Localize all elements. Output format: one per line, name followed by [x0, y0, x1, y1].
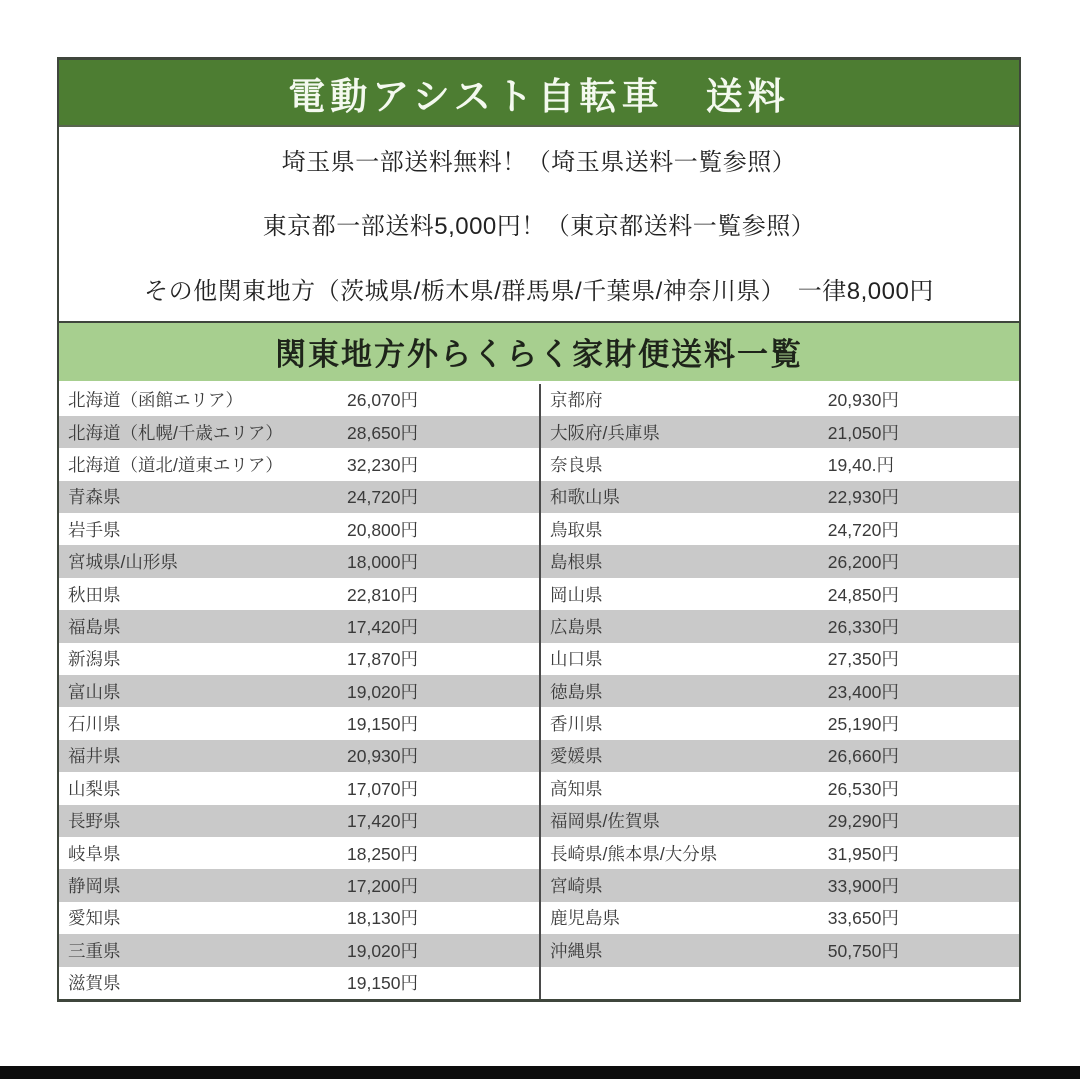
price-cell: 26,200円 [827, 552, 899, 573]
price-cell: 28,650円 [347, 422, 419, 443]
page-title: 電動アシスト自転車 送料 [288, 75, 790, 117]
region-cell: 長崎県/熊本県/大分県 [550, 843, 718, 864]
region-cell: 秋田県 [68, 584, 121, 605]
region-cell: 富山県 [68, 681, 121, 702]
region-cell: 大阪府/兵庫県 [550, 422, 660, 443]
price-cell: 18,000円 [347, 552, 419, 573]
region-cell: 京都府 [550, 390, 603, 411]
table-row [541, 416, 1019, 448]
region-cell: 岐阜県 [68, 843, 121, 864]
price-cell: 24,720円 [347, 487, 419, 508]
price-cell: 18,130円 [347, 908, 419, 929]
region-cell: 岡山県 [550, 584, 603, 605]
table-row [541, 448, 1019, 480]
region-cell: 島根県 [550, 552, 603, 573]
region-cell: 石川県 [68, 714, 121, 735]
table-row [59, 675, 539, 707]
table-row [541, 837, 1019, 869]
table-row [541, 902, 1019, 934]
price-cell: 21,050円 [827, 422, 899, 443]
region-cell: 新潟県 [68, 649, 121, 670]
region-cell: 滋賀県 [68, 973, 121, 994]
price-cell: 33,900円 [827, 876, 899, 897]
price-cell: 50,750円 [827, 940, 899, 961]
table-row [541, 740, 1019, 772]
shipping-fee-table [59, 381, 1019, 999]
price-cell: 26,660円 [827, 746, 899, 767]
region-cell: 広島県 [550, 616, 603, 637]
region-cell: 福岡県/佐賀県 [550, 811, 660, 832]
table-row [59, 967, 539, 999]
region-cell: 静岡県 [68, 876, 121, 897]
note-other-kanto: その他関東地方（茨城県/栃木県/群馬県/千葉県/神奈川県） 一律8,000円 [144, 277, 934, 305]
table-left-column [59, 384, 539, 999]
table-row [59, 610, 539, 642]
region-cell: 愛知県 [68, 908, 121, 929]
table-row [59, 934, 539, 966]
region-cell: 北海道（道北/道東エリア） [68, 454, 283, 475]
region-cell: 沖縄県 [550, 940, 603, 961]
table-row [541, 513, 1019, 545]
price-cell: 20,800円 [347, 519, 419, 540]
price-cell: 26,530円 [827, 778, 899, 799]
notice-content [57, 57, 1021, 1002]
table-row [541, 772, 1019, 804]
table-row [541, 805, 1019, 837]
table-row [541, 967, 1019, 999]
table-row [59, 481, 539, 513]
region-cell: 愛媛県 [550, 746, 603, 767]
price-cell: 17,070円 [347, 778, 419, 799]
region-cell: 高知県 [550, 778, 603, 799]
price-cell: 23,400円 [827, 681, 899, 702]
region-cell: 青森県 [68, 487, 121, 508]
table-row [59, 578, 539, 610]
table-row [59, 416, 539, 448]
table-row [59, 513, 539, 545]
region-cell: 福島県 [68, 616, 121, 637]
region-cell: 福井県 [68, 746, 121, 767]
price-cell: 20,930円 [347, 746, 419, 767]
price-cell: 17,420円 [347, 811, 419, 832]
region-cell: 奈良県 [550, 454, 603, 475]
table-row [59, 805, 539, 837]
region-cell: 香川県 [550, 714, 603, 735]
table-row [59, 643, 539, 675]
price-cell: 17,200円 [347, 876, 419, 897]
table-row [541, 934, 1019, 966]
region-cell: 北海道（函館エリア） [68, 390, 243, 411]
main-header-banner [59, 57, 1019, 127]
price-cell: 19,020円 [347, 940, 419, 961]
price-cell: 22,930円 [827, 487, 899, 508]
price-cell: 32,230円 [347, 454, 419, 475]
table-row [541, 643, 1019, 675]
note-saitama: 埼玉県一部送料無料！（埼玉県送料一覧参照） [281, 148, 797, 176]
region-cell: 宮崎県 [550, 876, 603, 897]
table-row [541, 384, 1019, 416]
region-cell: 長野県 [68, 811, 121, 832]
region-cell: 鹿児島県 [550, 908, 620, 929]
price-cell: 19,150円 [347, 973, 419, 994]
table-row [59, 384, 539, 416]
region-cell: 山梨県 [68, 778, 121, 799]
table-row [541, 481, 1019, 513]
table-right-column [539, 384, 1019, 999]
table-row [59, 869, 539, 901]
price-cell: 33,650円 [827, 908, 899, 929]
table-row [541, 545, 1019, 577]
region-cell: 徳島県 [550, 681, 603, 702]
region-cell: 山口県 [550, 649, 603, 670]
table-title-banner [59, 321, 1019, 381]
price-cell: 29,290円 [827, 811, 899, 832]
region-cell: 宮城県/山形県 [68, 552, 178, 573]
price-cell: 19,40.円 [827, 454, 894, 475]
price-cell: 18,250円 [347, 843, 419, 864]
price-cell: 22,810円 [347, 584, 419, 605]
price-cell: 31,950円 [827, 843, 899, 864]
table-row [541, 610, 1019, 642]
price-cell: 26,330円 [827, 616, 899, 637]
table-row [59, 772, 539, 804]
table-row [541, 578, 1019, 610]
shipping-notes [59, 127, 1019, 321]
price-cell: 27,350円 [827, 649, 899, 670]
price-cell: 25,190円 [827, 714, 899, 735]
price-cell: 26,070円 [347, 390, 419, 411]
table-row [541, 675, 1019, 707]
price-cell: 24,720円 [827, 519, 899, 540]
price-cell: 17,870円 [347, 649, 419, 670]
price-cell: 19,020円 [347, 681, 419, 702]
region-cell: 和歌山県 [550, 487, 620, 508]
table-row [59, 545, 539, 577]
price-cell: 19,150円 [347, 714, 419, 735]
price-cell: 24,850円 [827, 584, 899, 605]
table-title: 関東地方外らくらく家財便送料一覧 [275, 337, 803, 372]
table-row [59, 837, 539, 869]
region-cell: 鳥取県 [550, 519, 603, 540]
region-cell: 岩手県 [68, 519, 121, 540]
price-cell: 20,930円 [827, 390, 899, 411]
table-row [59, 707, 539, 739]
bottom-black-bar [0, 1066, 1080, 1079]
table-row [541, 869, 1019, 901]
region-cell: 三重県 [68, 940, 121, 961]
table-row [59, 902, 539, 934]
table-row [59, 740, 539, 772]
region-cell: 北海道（札幌/千歳エリア） [68, 422, 283, 443]
table-row [541, 707, 1019, 739]
note-tokyo: 東京都一部送料5,000円！（東京都送料一覧参照） [262, 213, 816, 241]
price-cell: 17,420円 [347, 616, 419, 637]
table-row [59, 448, 539, 480]
